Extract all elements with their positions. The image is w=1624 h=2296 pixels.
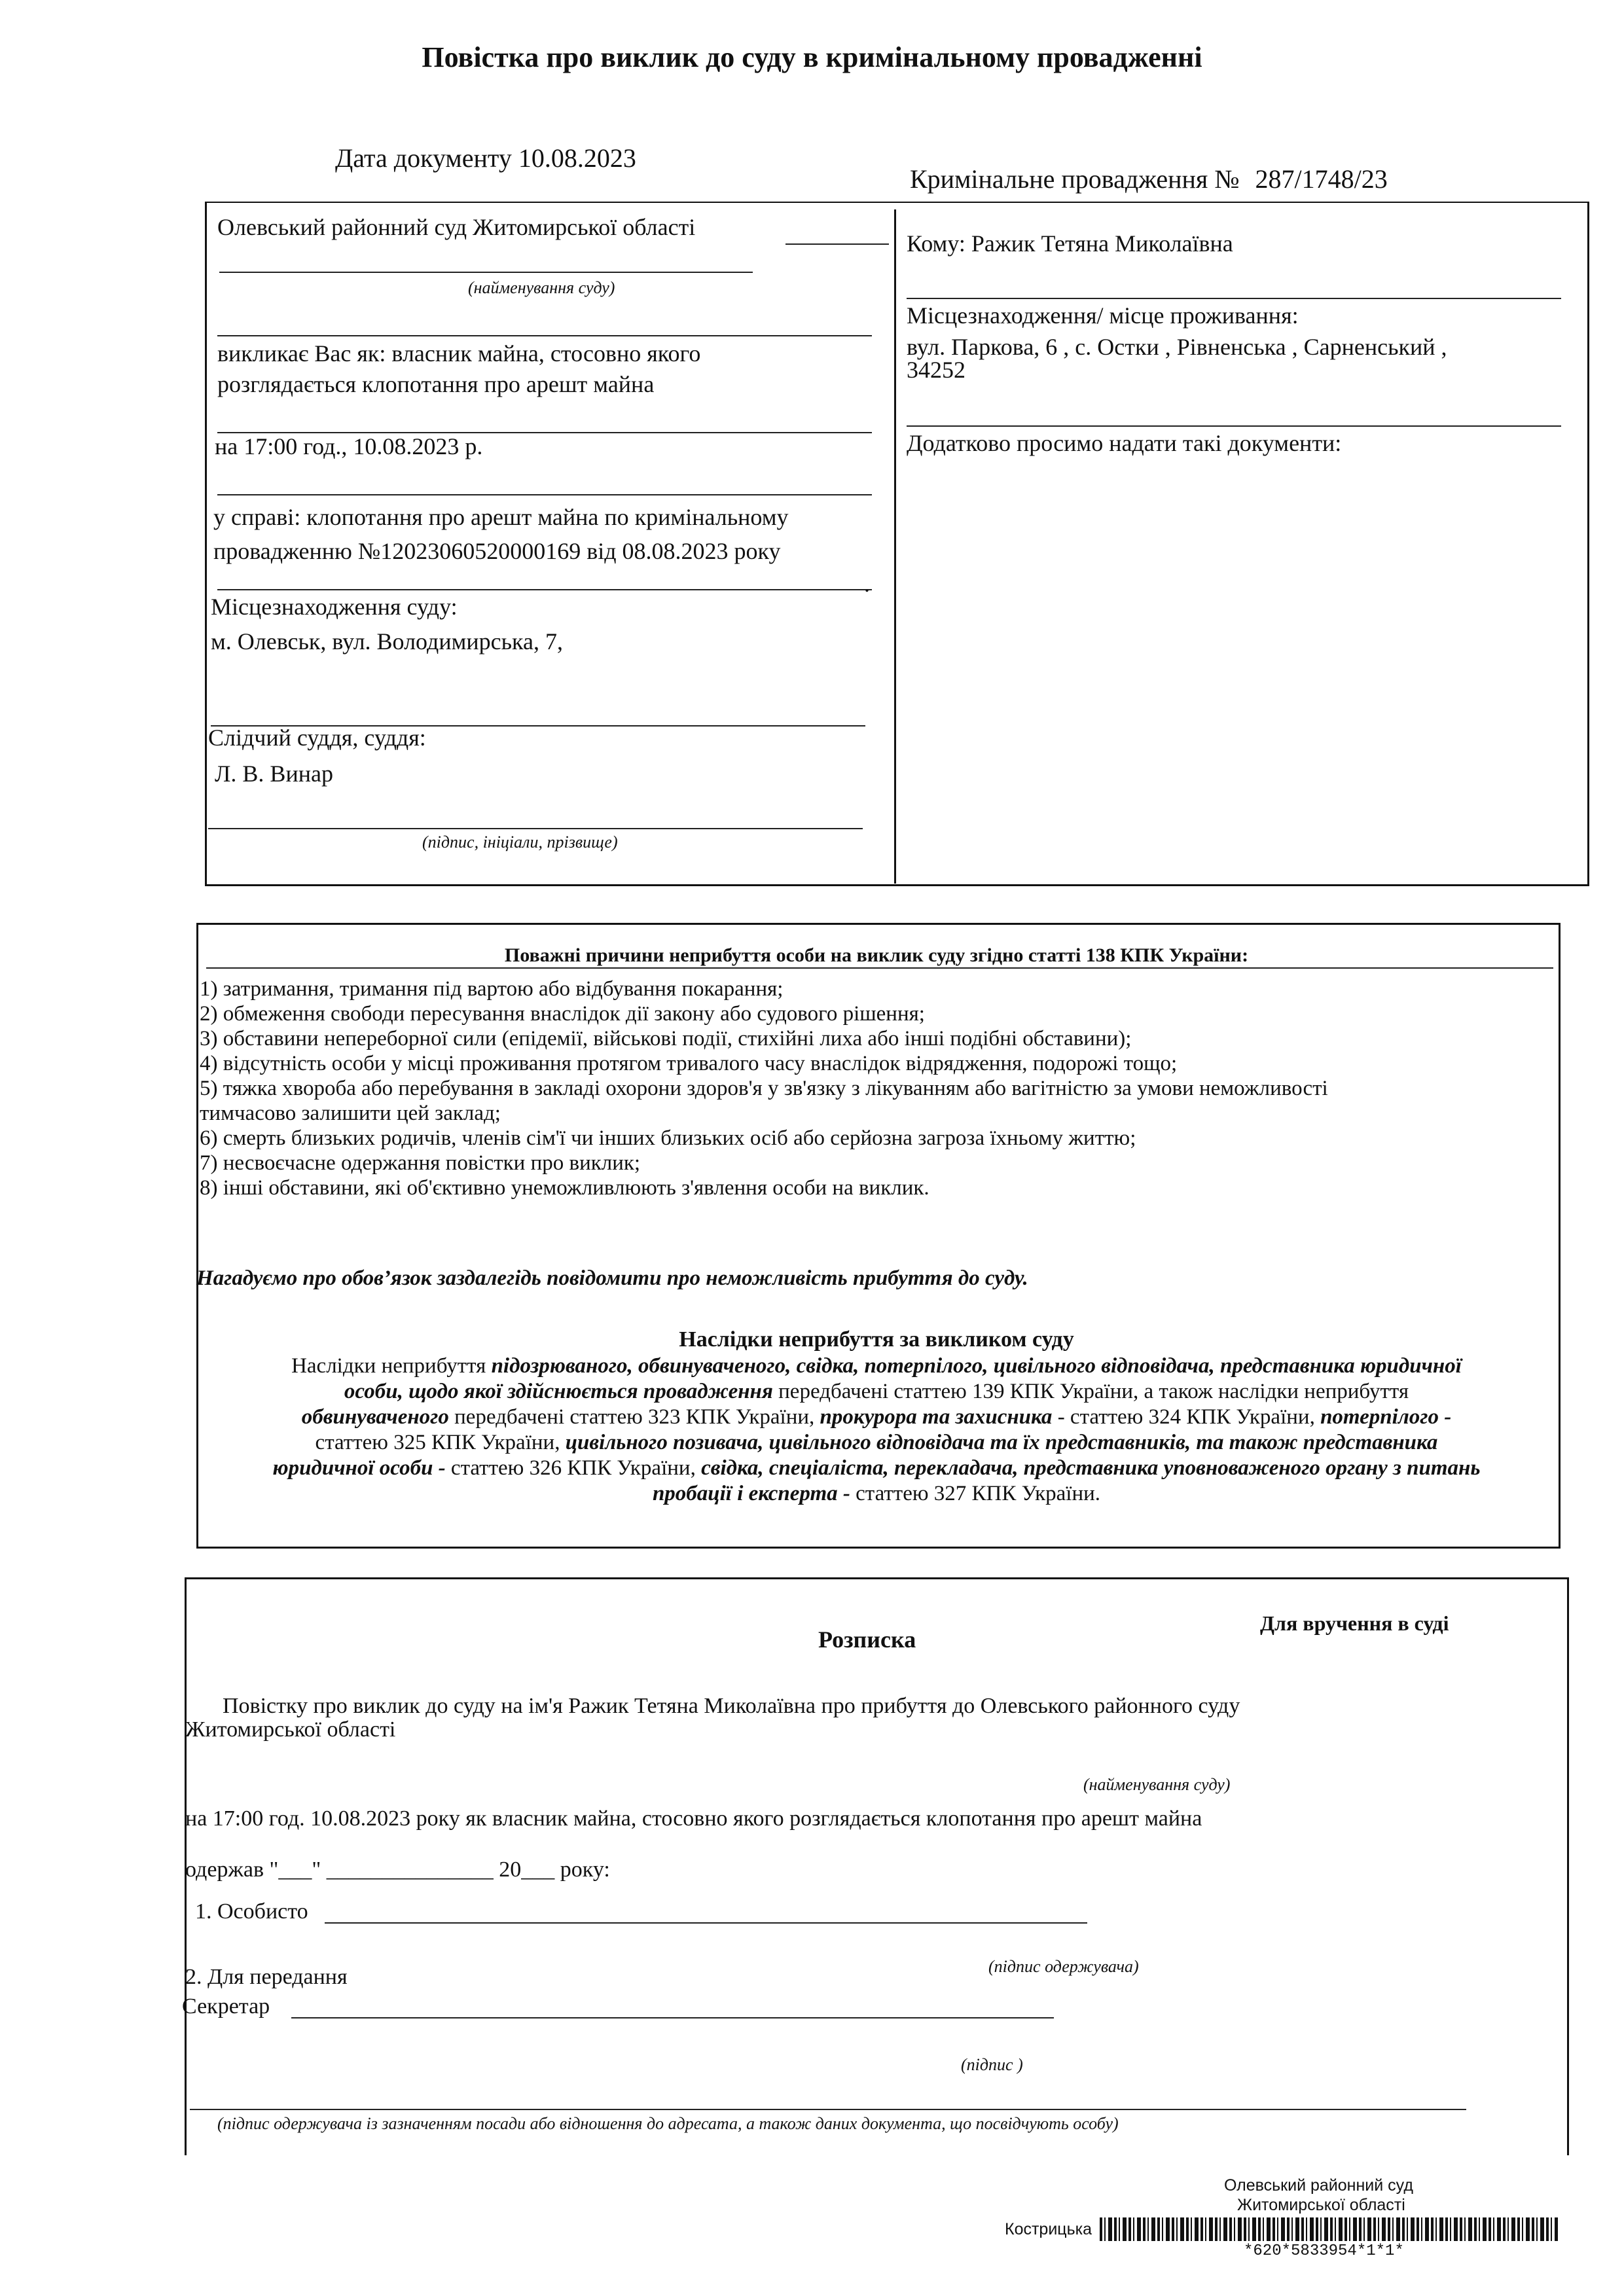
case-number: 287/1748/23 — [1255, 164, 1388, 194]
clerk-name: Кострицька — [1005, 2220, 1092, 2238]
cons-text: Наслідки неприбуття — [291, 1354, 492, 1378]
document-barcode — [1100, 2217, 1558, 2241]
sign-caption: (підпис ) — [961, 2055, 1023, 2074]
receipt-line-3: на 17:00 год. 10.08.2023 року як власник майна, стосовно якого розглядається клопотання про арешт майна — [185, 1806, 1202, 1831]
reason-item-8: 8) інші обставини, які об'єктивно унеможливлюють з'явлення особи на виклик. — [200, 1176, 929, 1200]
cons-emphasis: цивільного позивача, цивільного відповідача та їх представників, та також представника — [565, 1431, 1438, 1454]
cons-emphasis: пробації і експерта - — [652, 1482, 850, 1505]
court-location-label: Місцезнаходження суду: — [211, 594, 458, 620]
cons-emphasis: потерпілого - — [1320, 1405, 1452, 1429]
cons-text: статтею 325 КПК України, — [315, 1431, 566, 1454]
reminder-text: Нагадуємо про обов’язок заздалегідь повідомити про неможливість прибуття до суду. — [196, 1266, 1028, 1290]
address-line-2: 34252 — [907, 357, 965, 383]
document-date: Дата документу 10.08.2023 — [335, 143, 636, 173]
cons-emphasis: юридичної особи - — [272, 1456, 446, 1480]
receipt-bottom-caption: (підпис одержувача із зазначенням посади або відношення до адресата, а також даних документа, що посвідчують особу) — [217, 2114, 1119, 2133]
receipt-line-1: Повістку про виклик до суду на ім'я Ражик Тетяна Миколаївна про прибуття до Олевського районного суду — [223, 1694, 1240, 1718]
reason-item-5: 5) тяжка хвороба або перебування в закладі охорони здоров'я у зв'язку з лікуванням або вагітністю за умови неможливості — [200, 1077, 1328, 1100]
address-label: Місцезнаходження/ місце проживання: — [907, 302, 1299, 329]
transfer-label: 2. Для передання — [185, 1965, 348, 1989]
summons-as-topline — [217, 335, 872, 336]
receipt-bottom-line[interactable] — [190, 2109, 1466, 2110]
reason-item-3: 3) обставини непереборної сили (епідемії, військові події, стихійні лиха або інші подібні обставини); — [200, 1027, 1132, 1050]
consequences-line-2 — [196, 1379, 1557, 1405]
receipt-court-caption: (найменування суду) — [1083, 1775, 1231, 1794]
court-name: Олевський районний суд Житомирської області — [217, 214, 696, 240]
judge-name: Л. В. Винар — [215, 761, 333, 787]
consequences-line-3 — [196, 1405, 1557, 1430]
court-name-caption: (найменування суду) — [468, 278, 615, 297]
reason-item-6: 6) смерть близьких родичів, членів сім'ї чи інших близьких осіб або серйозна загроза їхньому життю; — [200, 1126, 1136, 1150]
address-underline — [907, 425, 1561, 427]
reason-item-4: 4) відсутність особи у місці проживання протягом тривалого часу внаслідок відрядження, подорожі тощо; — [200, 1052, 1178, 1075]
consequences-line-6 — [196, 1481, 1557, 1507]
documents-label: Додатково просимо надати такі документи: — [907, 430, 1342, 456]
summons-as-line1: викликає Вас як: власник майна, стосовно якого — [217, 340, 701, 367]
cons-emphasis: свідка, спеціаліста, перекладача, представника уповноваженого органу з питань — [701, 1456, 1481, 1480]
court-name-underline — [785, 243, 889, 245]
cons-emphasis: прокурора та захисника — [820, 1405, 1053, 1429]
summons-divider — [894, 209, 896, 884]
cons-emphasis: особи, щодо якої здійснюється провадження — [344, 1380, 773, 1403]
recipient-sign-caption: (підпис одержувача) — [988, 1957, 1139, 1976]
appearance-time: на 17:00 год., 10.08.2023 р. — [215, 433, 483, 459]
reasons-heading: Поважні причини неприбуття особи на виклик суду згідно статті 138 КПК України: — [504, 944, 1249, 966]
summons-as-line2: розглядається клопотання про арешт майна — [217, 371, 655, 397]
cons-emphasis: підозрюваного, обвинуваченого, свідка, потерпілого, цивільного відповідача, представника юридичної — [491, 1354, 1462, 1378]
court-location-value: м. Олевськ, вул. Володимирська, 7, — [211, 628, 563, 655]
cons-text: статтею 326 КПК України, — [445, 1456, 702, 1480]
case-line-1: у справі: клопотання про арешт майна по кримінальному — [213, 504, 789, 530]
cons-text: статтею 327 КПК України. — [850, 1482, 1101, 1505]
cons-emphasis: обвинуваченого — [301, 1405, 449, 1429]
case-underline — [217, 589, 872, 590]
barcode-text: *620*5833954*1*1* — [1244, 2242, 1404, 2260]
cons-text: передбачені статтею 323 КПК України, — [448, 1405, 820, 1429]
case-topline — [217, 494, 872, 495]
consequences-heading: Наслідки неприбуття за викликом суду — [679, 1327, 1074, 1352]
secretary-label: Секретар — [182, 1994, 270, 2018]
reason-item-2: 2) обмеження свободи пересування внаслідок дії закону або судового рішення; — [200, 1002, 925, 1026]
cons-text: передбачені статтею 139 КПК України, а також наслідки неприбуття — [772, 1380, 1409, 1403]
reason-item-7: 7) несвоєчасне одержання повістки про виклик; — [200, 1151, 641, 1175]
personally-label: 1. Особисто — [195, 1899, 308, 1924]
court-name-underline-2 — [219, 272, 753, 273]
judge-underline — [208, 828, 863, 829]
consequences-text — [196, 1354, 1557, 1507]
personally-signature-line[interactable] — [325, 1922, 1087, 1924]
reason-item-1: 1) затримання, тримання під вартою або відбування покарання; — [200, 977, 784, 1001]
address-line-1: вул. Паркова, 6 , с. Остки , Рівненська , Сарненський , — [907, 334, 1447, 360]
judge-caption: (підпис, ініціали, прізвище) — [422, 833, 618, 852]
receipt-title: Розписка — [818, 1626, 916, 1653]
cons-text: - статтею 324 КПК України, — [1052, 1405, 1321, 1429]
consequences-line-5 — [196, 1456, 1557, 1481]
judge-label: Слідчий суддя, суддя: — [208, 725, 426, 751]
consequences-line-1 — [196, 1354, 1557, 1379]
for-court-label: Для вручення в суді — [1260, 1611, 1449, 1635]
received-date-line[interactable]: одержав "___" _______________ 20___ року: — [185, 1857, 610, 1882]
document-title: Повістка про виклик до суду в кримінальному провадженні — [422, 41, 1202, 73]
case-line-dot: . — [864, 571, 870, 597]
case-number-line — [910, 164, 1388, 194]
secretary-signature-line[interactable] — [291, 2017, 1054, 2018]
stamp-line-2: Житомирської області — [1237, 2196, 1405, 2214]
recipient-underline — [907, 298, 1561, 299]
reason-item-5-cont: тимчасово залишити цей заклад; — [200, 1102, 501, 1125]
case-label: Кримінальне провадження № — [910, 164, 1240, 194]
case-line-2: провадженню №12023060520000169 від 08.08.2023 року — [213, 538, 781, 564]
receipt-line-2: Житомирської області — [185, 1717, 396, 1742]
stamp-line-1: Олевський районний суд — [1224, 2176, 1413, 2195]
consequences-line-4 — [196, 1430, 1557, 1456]
recipient-name: Кому: Ражик Тетяна Миколаївна — [907, 230, 1233, 257]
reasons-heading-underline — [206, 967, 1553, 969]
